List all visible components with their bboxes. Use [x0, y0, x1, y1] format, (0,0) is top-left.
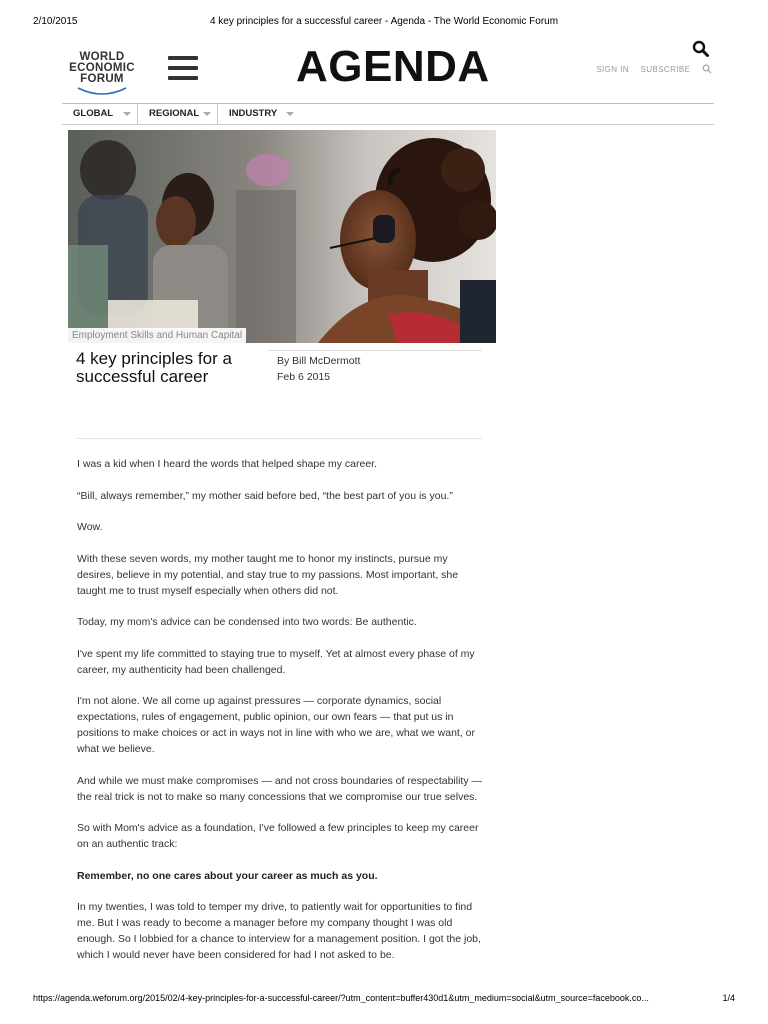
paragraph: In my twenties, I was told to temper my drive, to patiently wait for opportunities to find me. But I was ready to become a manager before my company thought I was old enough. So I lobbied for a chance to interview for a management position. I got the job, which I would never have been considered for had I not asked to be.: [77, 901, 481, 961]
caret-down-icon: [123, 112, 131, 116]
paragraph: With these seven words, my mother taught me to honor my instincts, pursue my desires, believe in my potential, and stay true to my passions. Most important, she taught me to trust myself especially when others did not.: [77, 552, 459, 597]
account-links: [587, 64, 712, 74]
sign-in-link[interactable]: SIGN IN: [596, 65, 629, 74]
paragraph: I was a kid when I heard the words that helped shape my career.: [77, 458, 378, 470]
print-page-title: 4 key principles for a successful career - Agenda - The World Economic Forum: [209, 16, 559, 27]
nav-global-label: GLOBAL: [73, 108, 114, 119]
article-body: [77, 456, 487, 979]
subscribe-link[interactable]: SUBSCRIBE: [640, 65, 691, 74]
nav-industry[interactable]: [218, 104, 300, 124]
nav-industry-label: INDUSTRY: [229, 108, 278, 119]
article-date: Feb 6 2015: [277, 371, 331, 383]
print-url: https://agenda.weforum.org/2015/02/4-key-principles-for-a-successful-career/?utm_content=buffer430d1&utm_medium=social&utm_source=facebook.co...: [33, 993, 649, 1003]
paragraph: I'm not alone. We all come up against pressures — corporate dynamics, social expectations, rules of engagement, public opinion, our own fears — that put us in positions to make choices or act in ways not in line with who we are, what we want, or what we believe.: [77, 695, 476, 755]
paragraph: “Bill, always remember,” my mother said before bed, “the best part of you is you.”: [77, 489, 453, 502]
hero-image: [68, 130, 496, 343]
section-navbar: [62, 103, 714, 125]
byline: [277, 353, 360, 385]
print-date: 2/10/2015: [33, 16, 78, 27]
paragraph: I've spent my life committed to staying true to myself. Yet at almost every phase of my career, my authenticity had been challenged.: [77, 647, 475, 676]
site-header: [60, 40, 716, 102]
nav-regional[interactable]: [138, 104, 218, 124]
logo-line-economic: ECONOMIC: [69, 62, 135, 74]
print-header: [33, 16, 735, 30]
caret-down-icon: [203, 112, 211, 116]
paragraph: And while we must make compromises — and not cross boundaries of respectability — the real trick is not to make so many concessions that we compromise our true selves.: [77, 774, 483, 803]
nav-regional-label: REGIONAL: [149, 108, 200, 119]
article-title: 4 key principles for a successful career: [76, 349, 232, 386]
paragraph: Today, my mom's advice can be condensed into two words: Be authentic.: [77, 616, 417, 628]
logo-line-forum: FORUM: [80, 73, 124, 85]
paragraph: So with Mom's advice as a foundation, I've followed a few principles to keep my career on an authentic track:: [77, 822, 479, 850]
wef-logo[interactable]: [62, 52, 142, 96]
paragraph: Wow.: [77, 521, 103, 533]
hero-photo: [68, 130, 496, 343]
search-icon[interactable]: [702, 64, 712, 74]
logo-line-world: WORLD: [79, 51, 125, 63]
nav-global[interactable]: [62, 104, 138, 124]
caret-down-icon: [286, 112, 294, 116]
hero-category-tag[interactable]: Employment Skills and Human Capital: [68, 328, 246, 343]
article-author[interactable]: By Bill McDermott: [277, 355, 361, 367]
search-icon[interactable]: [692, 40, 710, 58]
print-page-number: 1/4: [722, 993, 735, 1003]
hamburger-menu-icon[interactable]: [168, 56, 198, 82]
section-heading: Remember, no one cares about your career as much as you.: [77, 869, 378, 882]
logo-arc-icon: [76, 86, 128, 98]
agenda-brand[interactable]: AGENDA: [296, 42, 490, 91]
byline-divider: [268, 350, 482, 351]
content-divider: [76, 438, 482, 439]
